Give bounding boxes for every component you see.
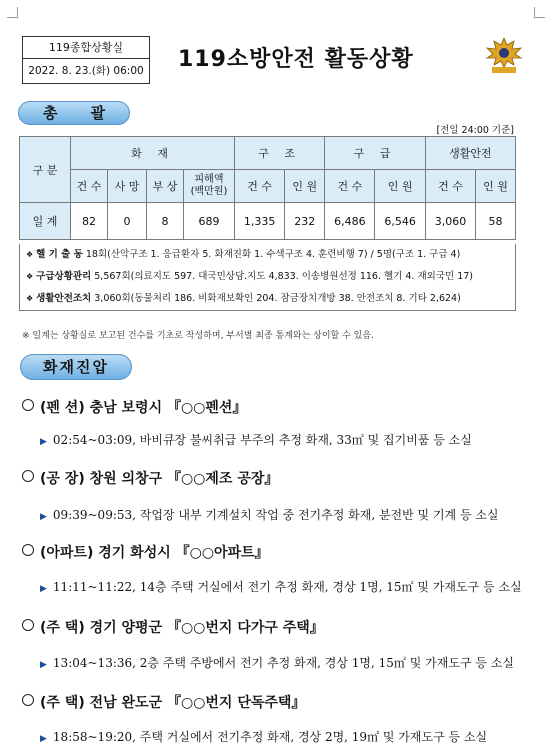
sub-header: 인 원: [375, 170, 425, 203]
group-header-rescue: 구 조: [235, 137, 325, 170]
issuer-org: 119종합상황실: [23, 37, 149, 59]
diamond-bullet-icon: ❖: [26, 250, 34, 259]
diamond-bullet-icon: ❖: [26, 294, 34, 303]
reference-time: [전일 24:00 기준]: [436, 125, 514, 136]
sub-header: 사 망: [108, 170, 147, 203]
fire-section-label: 화재진압: [20, 354, 132, 380]
sub-header: 인 원: [285, 170, 325, 203]
table-cell: 82: [71, 203, 108, 240]
note-safety: ❖ 생활안전조치 3,060회(동물처리 186. 비화재보확인 204. 잠금장치개방 38. 안전조치 8. 기타 2,624): [26, 293, 461, 304]
sub-header: 건 수: [325, 170, 375, 203]
issue-datetime: 2022. 8. 23.(화) 06:00: [28, 65, 144, 77]
table-cell: 0: [108, 203, 147, 240]
summary-section-label: 총 괄: [18, 101, 130, 125]
table-cell: 8: [147, 203, 184, 240]
circle-bullet-icon: [22, 619, 34, 631]
circle-bullet-icon: [22, 544, 34, 556]
table-cell: 6,486: [325, 203, 375, 240]
sub-header: 피해액 (백만원): [184, 170, 235, 203]
fire-item-title: (아파트) 경기 화성시 『○○아파트』: [22, 542, 269, 562]
issuer-box: [22, 36, 150, 84]
triangle-bullet-icon: ▶: [40, 660, 47, 670]
fire-service-emblem-icon: [484, 36, 524, 74]
fire-item-desc: ▶ 18:58~19:20, 주택 거실에서 전기추정 화재, 경상 2명, 19㎡ 및 가재도구 등 소실: [40, 730, 488, 744]
fire-item-title: (공 장) 창원 의창구 『○○제조 공장』: [22, 468, 278, 488]
sub-header: 인 원: [476, 170, 516, 203]
circle-bullet-icon: [22, 399, 34, 411]
circle-bullet-icon: [22, 470, 34, 482]
table-cell: 1,335: [235, 203, 285, 240]
group-header-safety: 생활안전: [425, 137, 515, 170]
group-header-fire: 화 재: [71, 137, 235, 170]
fire-item-title: (펜 션) 충남 보령시 『○○펜션』: [22, 397, 246, 417]
table-cell: 6,546: [375, 203, 425, 240]
row-label: 일 계: [20, 203, 71, 240]
table-cell: 232: [285, 203, 325, 240]
triangle-bullet-icon: ▶: [40, 734, 47, 744]
table-cell: 689: [184, 203, 235, 240]
table-cell: 3,060: [425, 203, 475, 240]
fire-item-desc: ▶ 09:39~09:53, 작업장 내부 기계설치 작업 중 전기추정 화재, 분전반 및 기계 등 소실: [40, 508, 499, 522]
sub-header: 건 수: [235, 170, 285, 203]
triangle-bullet-icon: ▶: [40, 512, 47, 522]
note-ems: ❖ 구급상황관리 5,567회(의료지도 597. 대국민상담.지도 4,833. 이송병원선정 116. 헬기 4. 재외국민 17): [26, 271, 473, 282]
note-helicopter: ❖ 헬 기 출 동 18회(산악구조 1. 응급환자 5. 화재진화 1. 수색구조 4. 훈련비행 7) / 5명(구조 1. 구급 4): [26, 249, 461, 260]
page-title: 119소방안전 활동상황: [178, 47, 414, 72]
triangle-bullet-icon: ▶: [40, 584, 47, 594]
fire-item-title: (주 택) 경기 양평군 『○○번지 다가구 주택』: [22, 617, 324, 637]
page-corner-mark: [7, 7, 18, 18]
sub-header: 부 상: [147, 170, 184, 203]
fire-item-desc: ▶ 11:11~11:22, 14층 주택 거실에서 전기 추정 화재, 경상 1명, 15㎡ 및 가재도구 등 소실: [40, 580, 522, 594]
sub-header: 건 수: [71, 170, 108, 203]
fire-item-title: (주 택) 전남 완도군 『○○번지 단독주택』: [22, 692, 305, 712]
page-corner-mark: [534, 7, 545, 18]
diamond-bullet-icon: ❖: [26, 272, 34, 281]
group-header-ems: 구 급: [325, 137, 426, 170]
fire-item-desc: ▶ 13:04~13:36, 2층 주택 주방에서 전기 추정 화재, 경상 1명, 15㎡ 및 가재도구 등 소실: [40, 656, 514, 670]
triangle-bullet-icon: ▶: [40, 437, 47, 447]
fire-item-desc: ▶ 02:54~03:09, 바비큐장 불씨취급 부주의 추정 화재, 33㎡ 및 집기비품 등 소실: [40, 433, 472, 447]
sub-header: 건 수: [425, 170, 475, 203]
footnote: ※ 일계는 상황실로 보고된 건수를 기초로 작성하며, 부서별 최종 통계와는 상이할 수 있음.: [22, 331, 374, 341]
summary-notes: [19, 244, 516, 311]
daily-statistics-table: [19, 136, 516, 240]
circle-bullet-icon: [22, 694, 34, 706]
table-cell: 58: [476, 203, 516, 240]
category-header: 구 분: [20, 137, 71, 203]
